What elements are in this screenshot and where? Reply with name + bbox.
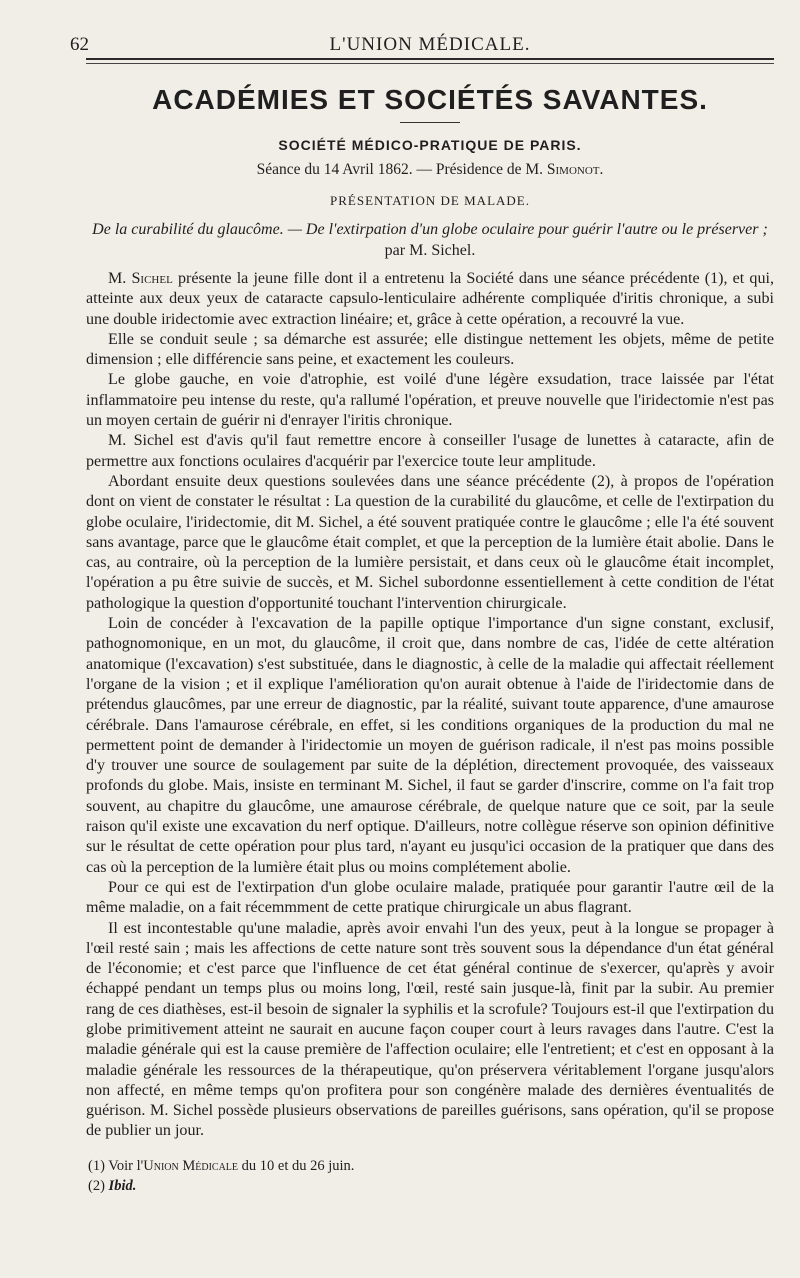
paragraph: Le globe gauche, en voie d'atrophie, est voilé d'une légère exsudation, trace laissée par l'état inflammatoire peu intense du reste, qu'a rallumé l'opération, et preuve nouvelle que l'iridectomie n'est pas un moyen certain de guérir ni d'enrayer l'iritis chronique. [86, 371, 774, 430]
footnotes [86, 1156, 774, 1196]
footnote-text-end: du 10 et du 26 juin. [238, 1157, 355, 1174]
footnote-ibid: Ibid. [104, 1177, 137, 1194]
paragraph [86, 269, 774, 330]
header-rule [86, 63, 774, 64]
footnote-text: Voir l' [104, 1157, 144, 1174]
paragraph-text: présente la jeune fille dont il a entretenu la Société dans une séance précédente (1), et qui, atteinte aux deux yeux de cataracte capsulo-lenticulaire adhérente compliquée d'iritis chronique, a subi une double iridectomie avec extraction linéaire; et, grâce à cette opération, a recouvré la vue. [86, 270, 774, 328]
subtitle-author: par M. Sichel. [384, 242, 476, 259]
presentation-heading: PRÉSENTATION DE MALADE. [330, 193, 530, 208]
society-name: SOCIÉTÉ MÉDICO-PRATIQUE DE PARIS. [278, 137, 582, 153]
article-subtitle [86, 219, 774, 261]
session-prefix: Séance du 14 Avril 1862. — Présidence de M. [256, 161, 544, 178]
session-president: Simonot. [546, 161, 604, 178]
session-line [86, 161, 774, 179]
footnote-mark: (1) [88, 1157, 105, 1174]
article-body [86, 269, 774, 1142]
paragraph: Il est incontestable qu'une maladie, après avoir envahi l'un des yeux, peut à la longue se propager à l'œil resté sain ; mais les affections de cette nature sont très souvent sous la dépendance d'un état général de l'économie; et c'est parce que l'influence de cet état général continue de s'exercer, qu'après y avoir échappé pendant un temps plus ou moins long, l'œil, resté sain jusque-là, finit par la subir. Au premier rang de ces diathèses, est-il besoin de signaler la syphilis et la scrofule? Toujours est-il que l'extirpation du globe primitivement atteint ne saurait en aucune façon couper court à leurs ravages dans l'autre. C'est la maladie générale qui est la cause première de l'affection oculaire; elle l'entretient; et c'est en opposant à la maladie générale les ressources de la thérapeutique, qu'on préservera véritablement l'organe jusqu'alors non affecté, en même temps qu'on profitera pour son congénère malade des dernières éventualités de guérison. M. Sichel possède plusieurs observations de pareilles guérisons, sans opération, qu'il se propose de publier un jour. [86, 919, 774, 1140]
paragraph: Pour ce qui est de l'extirpation d'un globe oculaire malade, pratiquée pour garantir l'autre œil de la même maladie, on a fait récemmment de cette pratique chirurgicale un abus flagrant. [86, 878, 774, 917]
footnote [88, 1176, 774, 1196]
paragraph: M. Sichel est d'avis qu'il faut remettre encore à conseiller l'usage de lunettes à cataracte, afin de permettre aux fonctions oculaires d'acquérir par l'exercice toute leur amplitude. [86, 432, 774, 470]
footnote-mark: (2) [88, 1177, 105, 1194]
paragraph: Elle se conduit seule ; sa démarche est assurée; elle distingue nettement les objets, même de petite dimension ; elle différencie sans peine, et exactement les couleurs. [86, 330, 774, 369]
page-number: 62 [70, 34, 89, 55]
subtitle-italic: De la curabilité du glaucôme. — De l'extirpation d'un globe oculaire pour guérir l'autre ou le préserver ; [92, 221, 768, 238]
section-title: ACADÉMIES ET SOCIÉTÉS SAVANTES. [152, 84, 708, 115]
speaker-name: M. Sichel [108, 270, 173, 287]
running-header [70, 26, 774, 60]
footnote-journal: Union Médicale [143, 1157, 239, 1174]
footnote [88, 1156, 774, 1176]
journal-title: L'UNION MÉDICALE. [329, 34, 531, 55]
paragraph: Abordant ensuite deux questions soulevées dans une séance précédente (2), à propos de l'opération dont on vient de constater le résultat : La question de la curabilité du glaucôme, et celle de l'extirpation du globe oculaire, l'iridectomie, dit M. Sichel, a été souvent pratiquée contre le glaucôme ; elle l'a été souvent sans avantage, parce que le glaucôme était complet, et que la perception de la lumière était abolie. Dans le cas, au contraire, où la perception de la lumière persistait, et dans ceux où le glaucôme était incomplet, l'opération a pu être suivie de succès, et M. Sichel subordonne essentiellement à cette condition de l'état pathologique la question d'opportunité touchant l'intervention chirurgicale. [86, 472, 774, 612]
title-divider [400, 122, 460, 123]
paragraph: Loin de concéder à l'excavation de la papille optique l'importance d'un signe constant, exclusif, pathognomonique, en un mot, du glaucôme, il croit que, dans nombre de cas, l'idée de cette altération anatomique (l'excavation) s'est substituée, dans le diagnostic, à celle de la maladie qui affectait réellement l'organe de la vision ; et il explique l'amélioration qu'on aurait obtenue à l'aide de l'iridectomie dans de prétendus glaucômes, par une erreur de diagnostic, par la réalité, suivant toute apparence, d'une amaurose cérébrale. Dans l'amaurose cérébrale, en effet, si les conditions organiques de la production du mal ne permettent point de demander à l'iridectomie un moyen de guérison radicale, il n'est pas moins possible d'y trouver une source de soulagement par suite de la déplétion, directement provoquée, des vaisseaux profonds du globe. Mais, insiste en terminant M. Sichel, il faut se garder d'inscrire, comme on l'a fait trop souvent, au chapitre du glaucôme, une amaurose cérébrale, de quelque nature que ce soit, par la seule raison qu'il existe une excavation du nerf optique. D'ailleurs, notre collègue réserve son opinion définitive sur le résultat de cette opération pour plus tard, n'ayant eu jusqu'ici occasion de la pratiquer que dans des cas où la perception de la lumière était plus ou moins complétement abolie. [86, 615, 774, 876]
